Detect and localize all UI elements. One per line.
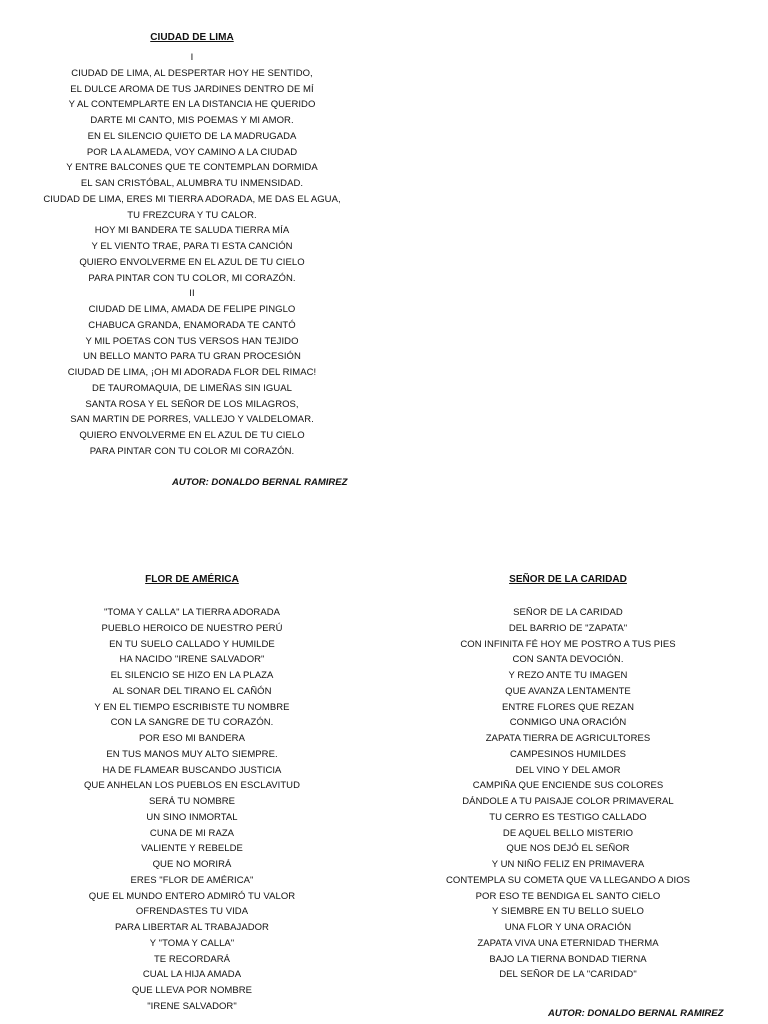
poem-line: EN EL SILENCIO QUIETO DE LA MADRUGADA [87,130,297,142]
poem-line: CIUDAD DE LIMA, ERES MI TIERRA ADORADA, ME DAS EL AGUA, [43,193,341,205]
poem-line: Y "TOMA Y CALLA" [149,937,235,949]
poem-line: II [189,288,195,300]
poem-line: AL SONAR DEL TIRANO EL CAÑÓN [112,685,272,697]
poem-line: Y EL VIENTO TRAE, PARA TI ESTA CANCIÓN [91,241,293,252]
poem-line: DEL SEÑOR DE LA "CARIDAD" [499,969,637,981]
poem-line: DARTE MI CANTO, MIS POEMAS Y MI AMOR. [90,115,294,126]
poem-line: CAMPESINOS HUMILDES [509,748,627,760]
poem-title: FLOR DE AMÉRICA [145,574,239,585]
poem-line: DE TAUROMAQUIA, DE LIMEÑAS SIN IGUAL [92,382,292,394]
poem-line: PARA LIBERTAR AL TRABAJADOR [115,922,269,933]
poem-line: BAJO LA TIERNA BONDAD TIERNA [489,953,647,965]
poem-line: QUE AVANZA LENTAMENTE [505,685,631,697]
poem-line: SAN MARTIN DE PORRES, VALLEJO Y VALDELOMAR. [70,414,314,426]
poem-lines [40,605,344,1015]
poem-line: HOY MI BANDERA TE SALUDA TIERRA MÍA [94,225,290,237]
poem-line: POR ESO MI BANDERA [139,733,245,744]
poem-line: SERÁ TU NOMBRE [148,796,236,807]
poem-line: CUAL LA HIJA AMADA [142,969,242,981]
poem-line: VALIENTE Y REBELDE [141,843,243,855]
poem-flor-de-america [40,572,344,1015]
poem-line: DEL BARRIO DE "ZAPATA" [508,622,628,634]
poem-line: SEÑOR DE LA CARIDAD [513,607,623,618]
poem-line: POR ESO TE BENDIGA EL SANTO CIELO [475,890,661,902]
poem-line: QUE NO MORIRÁ [152,859,232,870]
poem-line: "IRENE SALVADOR" [147,1000,237,1012]
poem-line: ZAPATA VIVA UNA ETERNIDAD THERMA [477,937,659,949]
poem-line: PARA PINTAR CON TU COLOR MI CORAZÓN. [89,445,295,457]
poem-author: AUTOR: DONALDO BERNAL RAMIREZ [172,477,348,488]
poem-line: EN TUS MANOS MUY ALTO SIEMPRE. [106,748,278,760]
poem-line: CIUDAD DE LIMA, AMADA DE FELIPE PINGLO [88,304,296,315]
poem-line: HA DE FLAMEAR BUSCANDO JUSTICIA [102,764,282,776]
poem-line: EL SILENCIO SE HIZO EN LA PLAZA [110,670,274,681]
poem-line: DÁNDOLE A TU PAISAJE COLOR PRIMAVERAL [462,796,674,807]
poem-line: Y MIL POETAS CON TUS VERSOS HAN TEJIDO [85,335,299,347]
poem-line: "TOMA Y CALLA" LA TIERRA ADORADA [103,607,281,618]
poem-line: ERES "FLOR DE AMÉRICA" [130,874,254,886]
poem-line: ENTRE FLORES QUE REZAN [501,701,634,713]
poem-ciudad-de-lima [40,30,344,460]
poem-line: Y AL CONTEMPLARTE EN LA DISTANCIA HE QUERIDO [68,99,316,111]
poem-line: Y REZO ANTE TU IMAGEN [508,670,628,681]
poem-line: QUE LLEVA POR NOMBRE [131,985,253,996]
poem-line: CUNA DE MI RAZA [149,827,235,839]
poem-line: CIUDAD DE LIMA, AL DESPERTAR HOY HE SENTIDO, [71,67,313,79]
poem-line: OFRENDASTES TU VIDA [135,906,249,918]
poem-line: Y UN NIÑO FELIZ EN PRIMAVERA [491,859,645,870]
poem-line: UN BELLO MANTO PARA TU GRAN PROCESIÓN [83,351,301,363]
poem-line: EL DULCE AROMA DE TUS JARDINES DENTRO DE MÍ [70,83,314,95]
poem-line: UN SINO INMORTAL [146,811,238,823]
poem-line: DE AQUEL BELLO MISTERIO [502,827,634,839]
poem-title: CIUDAD DE LIMA [150,32,234,43]
poem-line: PUEBLO HEROICO DE NUESTRO PERÚ [101,622,283,634]
poem-line: CON SANTA DEVOCIÓN. [512,654,624,666]
poem-line: Y SIEMBRE EN TU BELLO SUELO [492,906,644,918]
poem-line: CAMPIÑA QUE ENCIENDE SUS COLORES [472,780,664,792]
poem-line: EN TU SUELO CALLADO Y HUMILDE [109,638,275,650]
poem-line: QUIERO ENVOLVERME EN EL AZUL DE TU CIELO [79,430,305,441]
poem-line: SANTA ROSA Y EL SEÑOR DE LOS MILAGROS, [85,398,299,410]
poem-line: Y EN EL TIEMPO ESCRIBISTE TU NOMBRE [94,701,290,713]
poem-line: QUE ANHELAN LOS PUEBLOS EN ESCLAVITUD [83,780,301,792]
poem-line: UNA FLOR Y UNA ORACIÓN [504,922,632,933]
poem-lines [418,605,718,983]
poem-line: QUE NOS DEJÓ EL SEÑOR [506,843,630,855]
poem-line: CON LA SANGRE DE TU CORAZÓN. [110,717,274,729]
poem-line: QUIERO ENVOLVERME EN EL AZUL DE TU CIELO [79,256,305,268]
poem-line: ZAPATA TIERRA DE AGRICULTORES [485,733,651,744]
poem-line: CON INFINITA FÉ HOY ME POSTRO A TUS PIES [460,638,676,650]
poem-title: SEÑOR DE LA CARIDAD [509,574,627,585]
poem-line: TE RECORDARÁ [153,953,231,965]
poem-line: PARA PINTAR CON TU COLOR, MI CORAZÓN. [88,272,296,284]
poem-line: TU FREZCURA Y TU CALOR. [127,209,257,221]
poem-line: I [190,52,194,63]
poem-line: CHABUCA GRANDA, ENAMORADA TE CANTÓ [88,319,296,331]
poem-line: EL SAN CRISTÓBAL, ALUMBRA TU INMENSIDAD. [80,178,304,189]
poem-line: DEL VINO Y DEL AMOR [515,764,621,776]
poem-lines [40,50,344,460]
poem-line: QUE EL MUNDO ENTERO ADMIRÓ TU VALOR [88,890,296,902]
poem-line: HA NACIDO "IRENE SALVADOR" [119,654,265,666]
poem-line: CONMIGO UNA ORACIÓN [509,717,627,729]
poem-line: Y ENTRE BALCONES QUE TE CONTEMPLAN DORMIDA [66,162,318,174]
poem-line: CIUDAD DE LIMA, ¡OH MI ADORADA FLOR DEL RIMAC! [67,367,317,378]
poem-line: POR LA ALAMEDA, VOY CAMINO A LA CIUDAD [86,146,298,158]
poem-senor-de-la-caridad [418,572,718,983]
poem-line: CONTEMPLA SU COMETA QUE VA LLEGANDO A DIOS [445,874,691,886]
poem-line: TU CERRO ES TESTIGO CALLADO [489,811,647,823]
poem-author: AUTOR: DONALDO BERNAL RAMIREZ [548,1008,724,1019]
